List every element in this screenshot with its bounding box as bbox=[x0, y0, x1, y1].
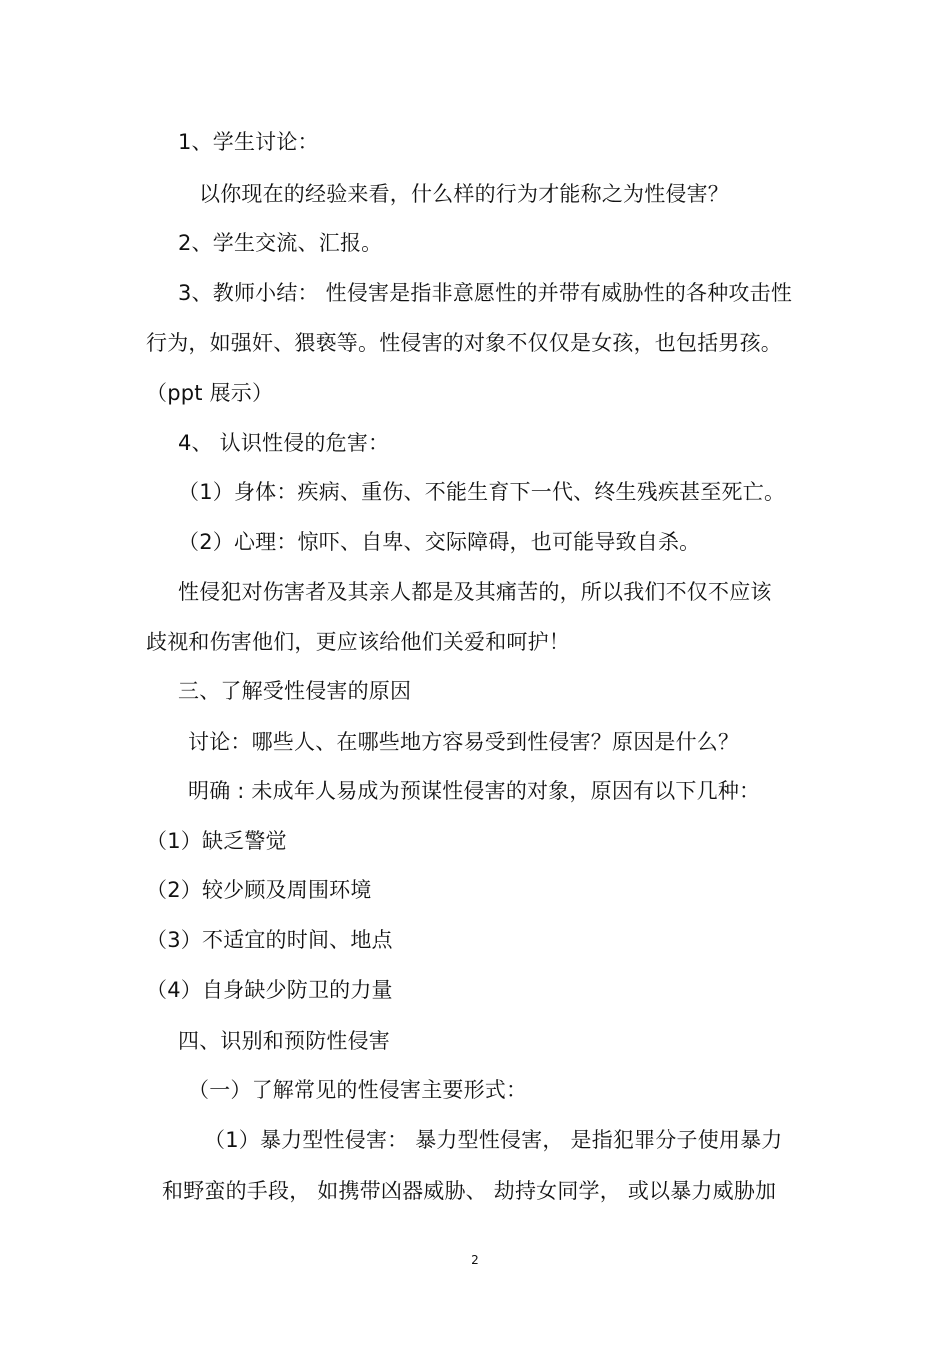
text-line-7: 4、 认识性侵的危害： bbox=[178, 431, 390, 455]
section-heading-4: 四、识别和预防性侵害 bbox=[178, 1029, 390, 1053]
text-line-13: 讨论：哪些人、在哪些地方容易受到性侵害？原因是什么？ bbox=[188, 730, 740, 754]
text-line-5: 行为，如强奸、猥亵等。性侵害的对象不仅仅是女孩，也包括男孩。 bbox=[146, 331, 782, 355]
text-line-3: 2、学生交流、汇报。 bbox=[178, 231, 383, 255]
text-line-8: （1）身体：疾病、重伤、不能生育下一代、终生残疾甚至死亡。 bbox=[178, 480, 786, 504]
text-line-21: （1）暴力型性侵害： 暴力型性侵害， 是指犯罪分子使用暴力 bbox=[204, 1128, 783, 1152]
text-line-4: 3、教师小结： 性侵害是指非意愿性的并带有威胁性的各种攻击性 bbox=[178, 281, 793, 305]
list-item-4: （4）自身缺少防卫的力量 bbox=[146, 978, 393, 1002]
page-number: 2 bbox=[471, 1253, 479, 1267]
text-line-1: 1、学生讨论： bbox=[178, 130, 319, 154]
list-item-3: （3）不适宜的时间、地点 bbox=[146, 928, 393, 952]
text-line-22: 和野蛮的手段， 如携带凶器威胁、 劫持女同学， 或以暴力威胁加 bbox=[162, 1179, 777, 1203]
section-heading-3: 三、了解受性侵害的原因 bbox=[178, 679, 412, 703]
list-item-2: （2）较少顾及周围环境 bbox=[146, 878, 372, 902]
text-line-10: 性侵犯对伤害者及其亲人都是及其痛苦的，所以我们不仅不应该 bbox=[178, 580, 772, 604]
text-line-2: 以你现在的经验来看，什么样的行为才能称之为性侵害？ bbox=[199, 182, 729, 206]
list-item-1: （1）缺乏警觉 bbox=[146, 829, 287, 853]
text-line-6: （ppt 展示） bbox=[146, 381, 274, 405]
text-line-9: （2）心理：惊吓、自卑、交际障碍，也可能导致自杀。 bbox=[178, 530, 701, 554]
text-line-11: 歧视和伤害他们，更应该给他们关爱和呵护！ bbox=[146, 630, 570, 654]
subsection-heading-1: （一）了解常见的性侵害主要形式： bbox=[188, 1078, 528, 1102]
text-line-14: 明确 : 未成年人易成为预谋性侵害的对象，原因有以下几种： bbox=[188, 779, 761, 803]
